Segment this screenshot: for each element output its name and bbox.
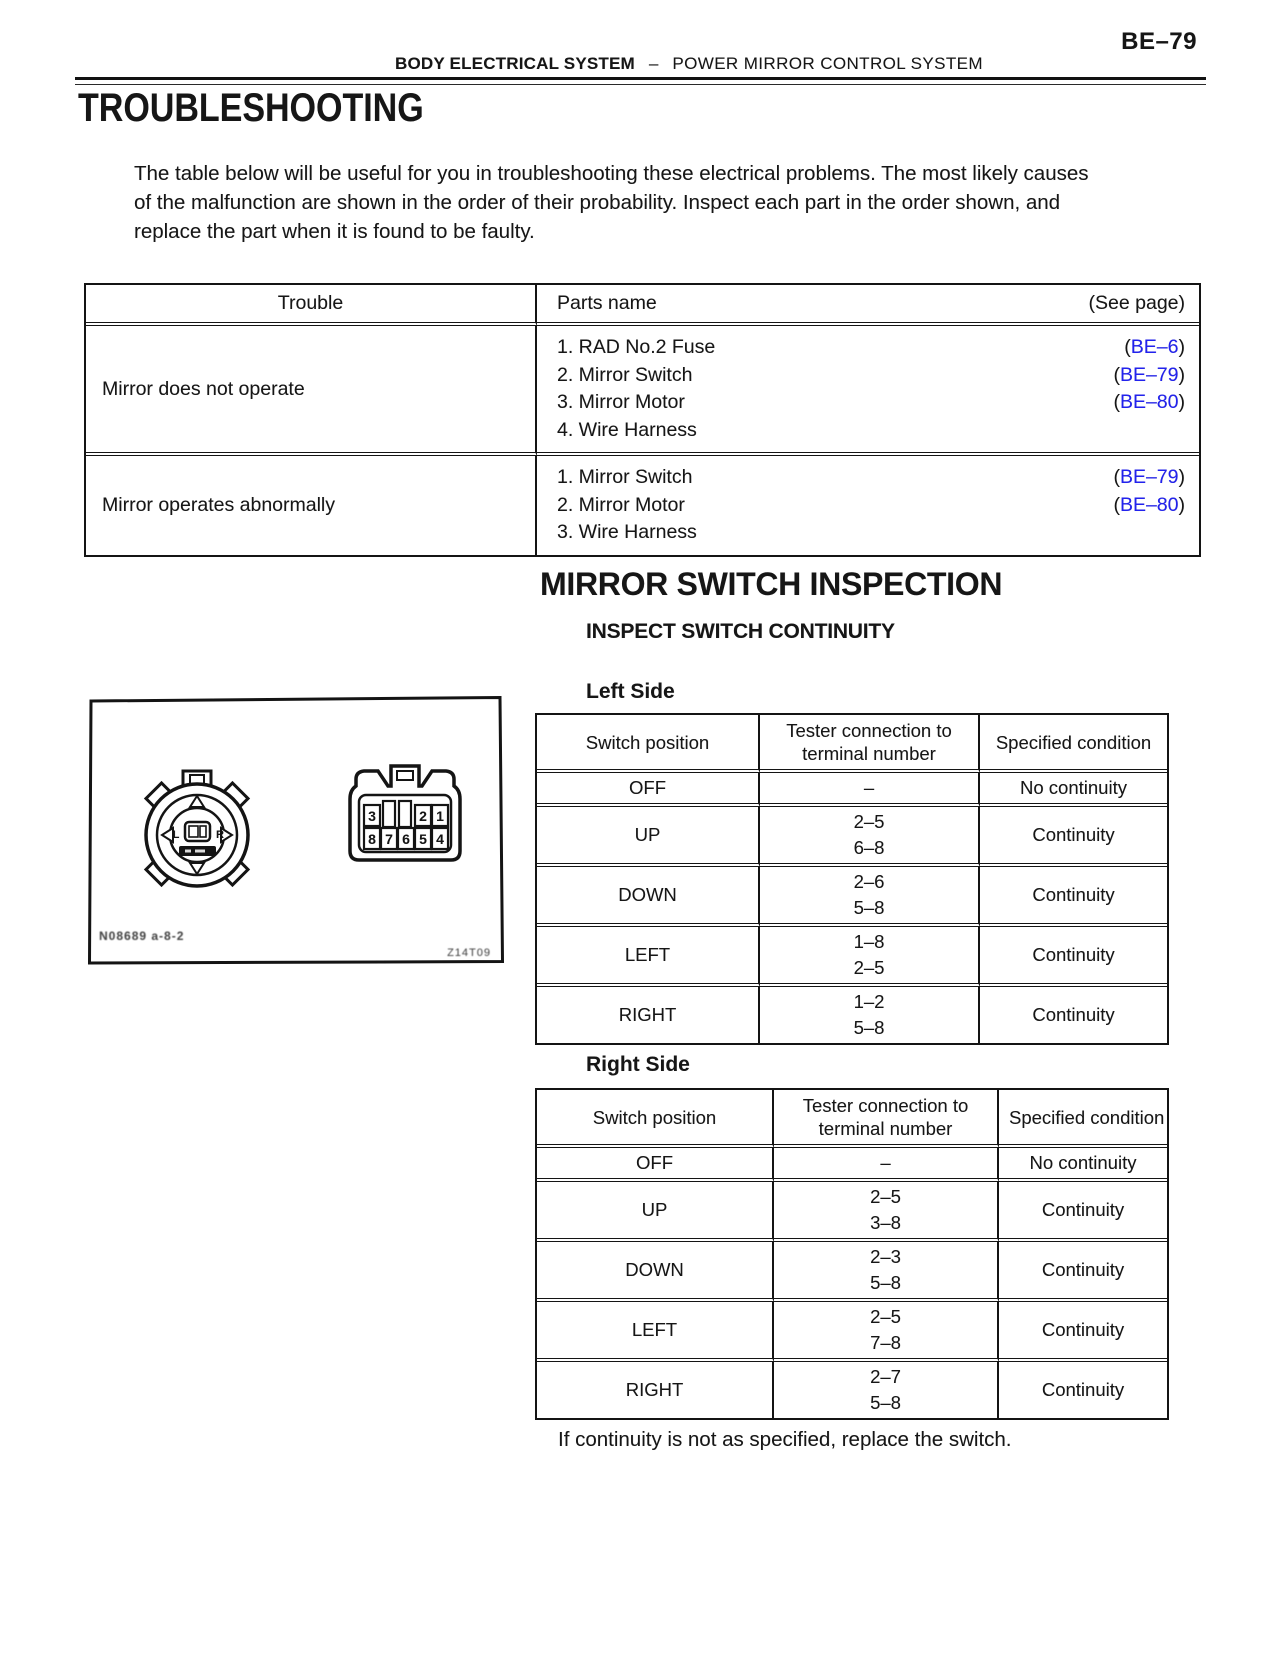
table-row xyxy=(537,773,1167,807)
parts-list xyxy=(557,334,715,444)
trouble-table-header-row xyxy=(86,285,1199,326)
header-rule xyxy=(75,77,1206,80)
column-header-see-page: (See page) xyxy=(1088,292,1185,314)
trouble-table xyxy=(84,283,1201,557)
part-line: 3. Wire Harness xyxy=(557,521,697,543)
parts-cell xyxy=(537,456,1199,555)
running-header xyxy=(395,54,985,74)
parts-cell xyxy=(537,326,1199,456)
condition-cell: Continuity xyxy=(999,1302,1167,1362)
mirror-switch-diagram xyxy=(87,695,505,965)
part-line: 2. Mirror Motor xyxy=(557,493,685,516)
continuity-table-header-row xyxy=(537,1090,1167,1148)
terminals-cell: – xyxy=(774,1148,999,1182)
paren: ) xyxy=(1178,493,1185,516)
terminals-cell: 2–3 5–8 xyxy=(774,1242,999,1302)
page-number: BE–79 xyxy=(1121,28,1197,55)
condition-cell: Continuity xyxy=(1041,1379,1125,1400)
intro-line: replace the part when it is found to be faulty. xyxy=(134,220,535,243)
terminals-cell: 1–2 5–8 xyxy=(760,987,980,1043)
table-row xyxy=(537,1362,1167,1418)
paren: ) xyxy=(1178,466,1185,488)
table-row xyxy=(86,456,1199,555)
continuity-table-header-row xyxy=(537,715,1167,773)
trouble-cell: Mirror operates abnormally xyxy=(86,456,537,555)
terminals-cell: 2–7 5–8 xyxy=(774,1362,999,1418)
part-line: 3. Mirror Motor xyxy=(557,391,685,413)
column-header-specified-condition: Specified condition xyxy=(980,715,1167,773)
pin-number: 3 xyxy=(368,808,376,824)
right-side-label: Right Side xyxy=(586,1053,690,1076)
pin-number: 2 xyxy=(419,808,427,824)
page-link[interactable]: BE–79 xyxy=(1119,363,1179,386)
page-link[interactable]: BE–6 xyxy=(1130,336,1179,358)
condition-cell: Continuity xyxy=(999,1182,1167,1242)
column-header-tester-connection: Tester connection to terminal number xyxy=(774,1090,999,1148)
mirror-switch-knob xyxy=(146,771,248,886)
intro-line: of the malfunction are shown in the order of their probability. Inspect each part in the order shown, and xyxy=(134,191,1061,214)
switch-position-cell: LEFT xyxy=(537,1302,774,1362)
page-ref xyxy=(1113,492,1185,520)
knob-left-label: L xyxy=(172,829,180,841)
table-row xyxy=(537,1182,1167,1242)
running-header-subsection: POWER MIRROR CONTROL SYSTEM xyxy=(672,54,983,73)
paren: ( xyxy=(1113,493,1120,516)
page-link[interactable]: BE–79 xyxy=(1119,466,1179,488)
part-line: 2. Mirror Switch xyxy=(557,363,693,386)
terminals-cell: 2–6 5–8 xyxy=(760,867,980,927)
see-page-list xyxy=(1113,334,1185,417)
paren: ) xyxy=(1178,336,1185,358)
section-title: MIRROR SWITCH INSPECTION xyxy=(540,566,1003,602)
table-row xyxy=(537,867,1167,927)
part-line: 1. RAD No.2 Fuse xyxy=(557,336,716,358)
table-row xyxy=(537,1242,1167,1302)
condition-cell: Continuity xyxy=(999,1242,1167,1302)
part-line: 1. Mirror Switch xyxy=(557,466,693,488)
column-header-switch-position: Switch position xyxy=(537,715,760,773)
switch-position-cell: OFF xyxy=(537,773,760,807)
page-link[interactable]: BE–80 xyxy=(1119,493,1179,516)
pin-number: 6 xyxy=(402,831,410,847)
knob-right-label: R xyxy=(216,829,224,841)
table-row xyxy=(537,927,1167,987)
condition-cell: No continuity xyxy=(999,1148,1167,1182)
replace-switch-note: If continuity is not as specified, replace the switch. xyxy=(558,1428,1012,1451)
paren: ( xyxy=(1113,391,1120,413)
pin-number: 7 xyxy=(385,831,393,847)
page-ref xyxy=(1113,334,1185,362)
terminals-cell: 2–5 6–8 xyxy=(760,807,980,867)
page-ref xyxy=(1113,389,1185,417)
connector-diagram xyxy=(350,766,460,860)
condition-cell: Continuity xyxy=(980,927,1167,987)
paren: ( xyxy=(1113,466,1120,488)
paren: ( xyxy=(1113,363,1120,386)
intro-paragraph xyxy=(134,159,1089,246)
switch-position-cell: DOWN xyxy=(537,1242,774,1302)
part-line: 4. Wire Harness xyxy=(557,418,697,441)
pin-number: 1 xyxy=(436,808,444,824)
page-ref xyxy=(1113,464,1185,492)
condition-cell: Continuity xyxy=(980,867,1167,927)
column-header-switch-position: Switch position xyxy=(537,1090,774,1148)
column-header-tester-connection: Tester connection to terminal number xyxy=(760,715,980,773)
column-header-specified-condition: Specified condition xyxy=(999,1090,1167,1148)
switch-position-cell: LEFT xyxy=(537,927,760,987)
condition-cell: Continuity xyxy=(1032,1004,1115,1025)
header-rule-shadow xyxy=(75,84,1206,85)
table-row xyxy=(537,1302,1167,1362)
terminals-cell: – xyxy=(760,773,980,807)
right-side-continuity-table xyxy=(535,1088,1169,1420)
pin-number: 8 xyxy=(368,831,376,847)
running-header-dash: – xyxy=(648,54,659,73)
table-row xyxy=(537,987,1167,1043)
table-row xyxy=(86,326,1199,456)
figure-code-left: N08689 a-8-2 xyxy=(99,929,185,943)
switch-position-cell: RIGHT xyxy=(537,1362,774,1418)
column-header-trouble: Trouble xyxy=(86,285,537,326)
figure-mirror-switch xyxy=(87,695,505,965)
page-ref xyxy=(1113,362,1185,390)
switch-position-cell: RIGHT xyxy=(537,987,760,1043)
switch-position-cell: UP xyxy=(537,807,760,867)
terminals-cell: 2–5 7–8 xyxy=(774,1302,999,1362)
mirror-icon xyxy=(185,822,210,841)
switch-position-cell: OFF xyxy=(537,1148,774,1182)
knob-label-bar xyxy=(179,846,216,856)
figure-code-right: Z14T09 xyxy=(447,947,491,959)
trouble-cell: Mirror does not operate xyxy=(86,326,537,456)
switch-position-cell: UP xyxy=(537,1182,774,1242)
condition-cell: Continuity xyxy=(980,807,1167,867)
pin-number: 4 xyxy=(436,831,444,847)
paren: ) xyxy=(1178,363,1185,386)
section-subtitle: INSPECT SWITCH CONTINUITY xyxy=(586,620,895,643)
page-link[interactable]: BE–80 xyxy=(1119,391,1179,413)
page-title: TROUBLESHOOTING xyxy=(78,86,424,130)
paren: ) xyxy=(1178,391,1185,413)
left-side-label: Left Side xyxy=(586,680,675,703)
column-header-parts-label: Parts name xyxy=(557,292,657,314)
see-page-list xyxy=(1113,464,1185,519)
parts-list xyxy=(557,464,697,547)
terminals-cell: 2–5 3–8 xyxy=(774,1182,999,1242)
pin-number: 5 xyxy=(419,831,427,847)
paren: ( xyxy=(1124,336,1131,358)
switch-position-cell: DOWN xyxy=(537,867,760,927)
table-row xyxy=(537,807,1167,867)
column-header-parts xyxy=(537,285,1199,326)
table-row xyxy=(537,1148,1167,1182)
left-side-continuity-table xyxy=(535,713,1169,1045)
terminals-cell: 1–8 2–5 xyxy=(760,927,980,987)
intro-line: The table below will be useful for you in troubleshooting these electrical problems. The most likely causes xyxy=(134,162,1089,185)
running-header-section: BODY ELECTRICAL SYSTEM xyxy=(395,54,635,73)
condition-cell: No continuity xyxy=(980,773,1167,807)
